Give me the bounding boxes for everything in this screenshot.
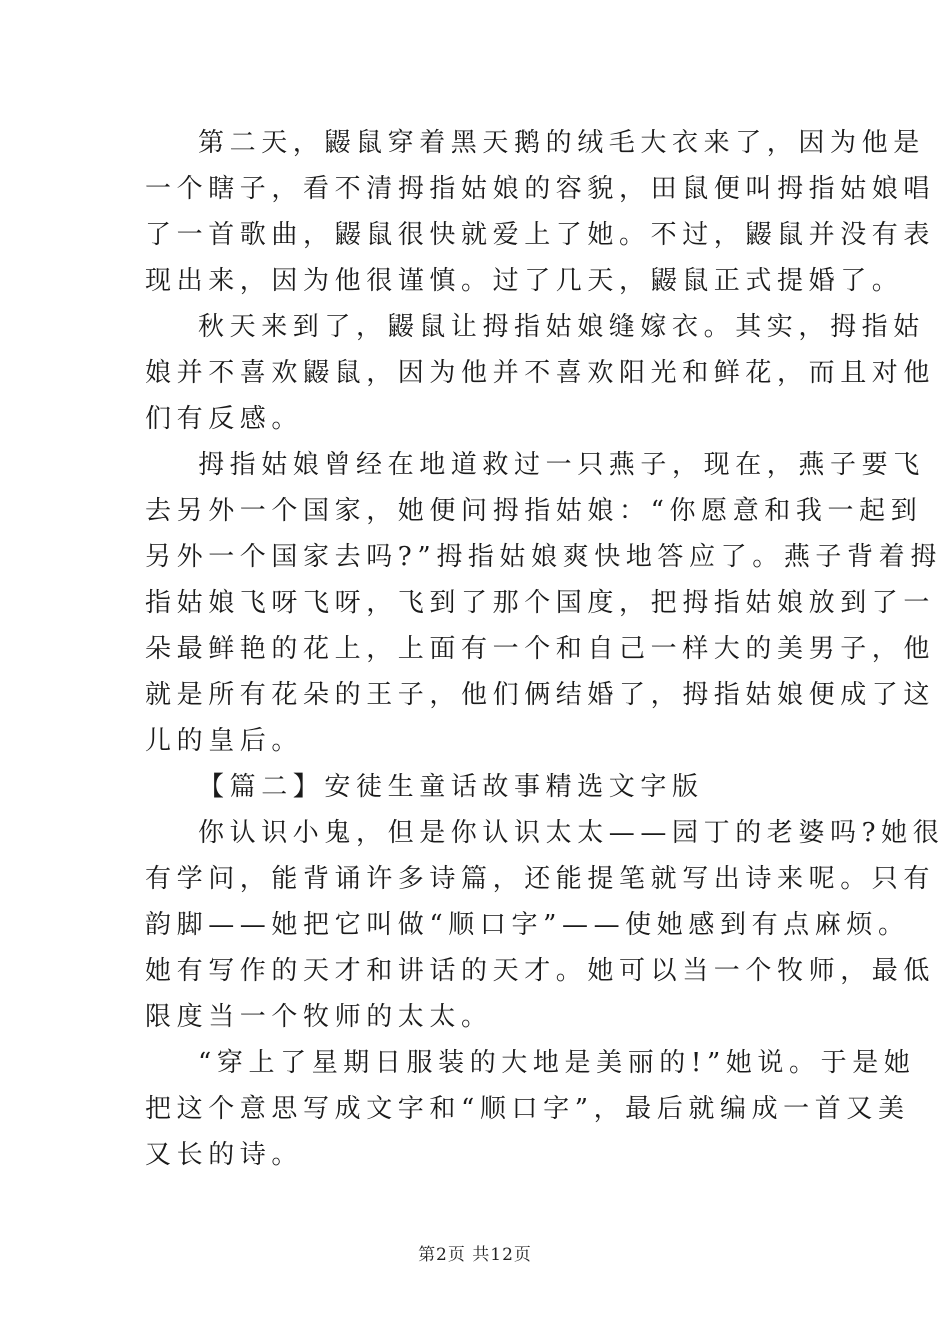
paragraph-line: 秋天来到了，鼹鼠让拇指姑娘缝嫁衣。其实，拇指姑: [198, 312, 925, 342]
paragraph-line: 拇指姑娘曾经在地道救过一只燕子，现在，燕子要飞: [198, 450, 925, 480]
paragraph-line: 第二天，鼹鼠穿着黑天鹅的绒毛大衣来了，因为他是: [198, 128, 925, 158]
paragraph-line: 限度当一个牧师的太太。: [145, 1002, 493, 1032]
paragraph-line: 们有反感。: [145, 404, 304, 434]
page-footer: 第2页 共12页: [418, 1245, 532, 1265]
paragraph-line: 另外一个国家去吗?”拇指姑娘爽快地答应了。燕子背着拇: [145, 542, 942, 572]
paragraph-line: 去另外一个国家，她便问拇指姑娘：“你愿意和我一起到: [145, 496, 923, 526]
paragraph-line: 一个瞎子，看不清拇指姑娘的容貌，田鼠便叫拇指姑娘唱: [145, 174, 936, 204]
section-heading: 【篇二】安徒生童话故事精选文字版: [198, 772, 704, 802]
paragraph-line: 了一首歌曲，鼹鼠很快就爱上了她。不过，鼹鼠并没有表: [145, 220, 936, 250]
paragraph-line: 儿的皇后。: [145, 726, 304, 756]
paragraph-line: 她有写作的天才和讲话的天才。她可以当一个牧师，最低: [145, 956, 936, 986]
paragraph-line: 韵脚——她把它叫做“顺口字”——使她感到有点麻烦。: [145, 910, 910, 940]
paragraph-line: 又长的诗。: [145, 1140, 304, 1170]
paragraph-line: 就是所有花朵的王子，他们俩结婚了，拇指姑娘便成了这: [145, 680, 936, 710]
paragraph-line: 把这个意思写成文字和“顺口字”，最后就编成一首又美: [145, 1094, 910, 1124]
paragraph-line: 有学问，能背诵许多诗篇，还能提笔就写出诗来呢。只有: [145, 864, 936, 894]
paragraph-line: 你认识小鬼，但是你认识太太——园丁的老婆吗?她很: [198, 818, 945, 848]
paragraph-line: 娘并不喜欢鼹鼠，因为他并不喜欢阳光和鲜花，而且对他: [145, 358, 936, 388]
paragraph-line: 现出来，因为他很谨慎。过了几天，鼹鼠正式提婚了。: [145, 266, 904, 296]
paragraph-line: 指姑娘飞呀飞呀，飞到了那个国度，把拇指姑娘放到了一: [145, 588, 936, 618]
paragraph-line: “穿上了星期日服装的大地是美丽的!”她说。于是她: [198, 1048, 916, 1078]
paragraph-line: 朵最鲜艳的花上，上面有一个和自己一样大的美男子，他: [145, 634, 936, 664]
